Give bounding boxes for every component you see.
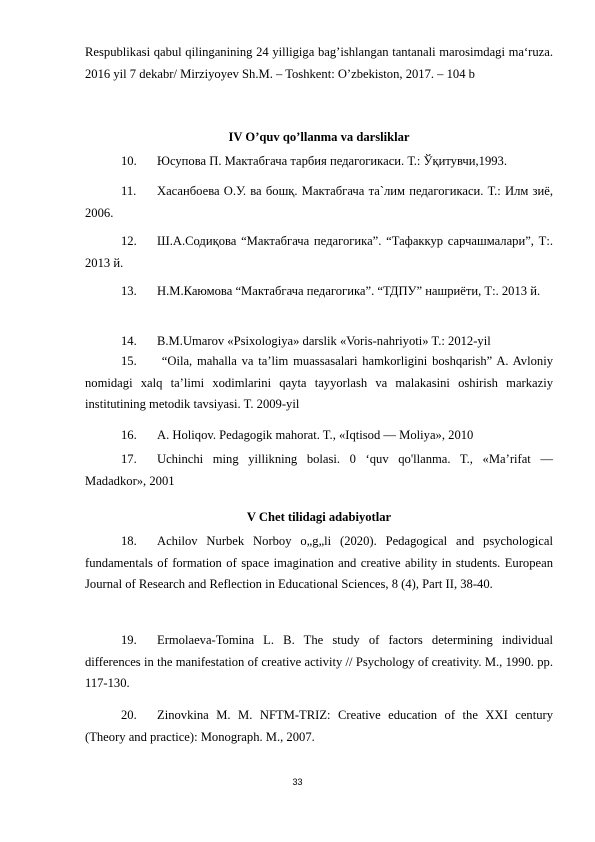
entry-text: Zinovkina M. M. NFTM-TRIZ: Creative education of the XXI century (Theory and practice): Monograph. M., 2007.	[85, 708, 553, 744]
reference-entry-20	[85, 705, 553, 748]
entry-number: 19.	[121, 633, 137, 647]
entry-text: Н.М.Каюмова “Мактабгача педагогика”. “ТДПУ” нашриёти, Т:. 2013 й.	[157, 284, 541, 298]
reference-entry-10	[85, 151, 553, 173]
entry-number: 11.	[121, 184, 137, 198]
entry-number: 13.	[121, 284, 137, 298]
reference-entry-15	[85, 351, 553, 416]
entry-text: A. Holiqov. Pedagogik mahorat. T., «Iqtisod — Moliya», 2010	[157, 428, 474, 442]
reference-entry-11	[85, 181, 553, 224]
entry-text: Хасанбоева О.У. ва бошқ. Мактабгача та`лим педагогикаси. Т.: Илм зиё, 2006.	[85, 184, 553, 220]
entry-text: Ш.А.Содиқова “Мактабгача педагогика”. “Тафаккур сарчашмалари”, Т:. 2013 й.	[85, 234, 553, 270]
entry-number: 18.	[121, 534, 137, 548]
reference-entry-12	[85, 231, 553, 274]
entry-number: 20.	[121, 708, 137, 722]
entry-number: 10.	[121, 154, 137, 168]
reference-entry-13	[85, 281, 553, 303]
section-heading-4: IV O’quv qo’llanma va darsliklar	[228, 130, 410, 144]
reference-entry-17	[85, 449, 553, 492]
entry-number: 12.	[121, 234, 137, 248]
intro-paragraph: Respublikasi qabul qilinganining 24 yilligiga bag’ishlangan tantanali marosimdagi ma‘ruza. 2016 yil 7 dekabr/ Mirziyoyev Sh.M. – Toshkent: O’zbekiston, 2017. – 104 b	[85, 45, 553, 81]
reference-entry-19	[85, 630, 553, 695]
reference-entry-18	[85, 531, 553, 596]
reference-entry-16	[85, 425, 553, 447]
entry-text: Юсупова П. Мактабгача тарбия педагогикаси. Т.: Ўқитувчи,1993.	[157, 154, 507, 168]
entry-text: Achilov Nurbek Norboy o„g„li (2020). Pedagogical and psychological fundamentals of formation of space imagination and creative ability in students. European Journal of Research and Reflection in Educational Sciences, 8 (4), Part II, 38-40.	[85, 534, 553, 592]
reference-entry-14	[85, 331, 553, 353]
entry-text: Ermolaeva-Tomina L. B. The study of factors determining individual differences in the manifestation of creative activity // Psychology of creativity. M., 1990. pp. 117-130.	[85, 633, 553, 691]
page-number: 33	[292, 777, 303, 787]
entry-number: 14.	[121, 334, 137, 348]
section-heading-5: V Chet tilidagi adabiyotlar	[246, 510, 392, 524]
entry-number: 17.	[121, 452, 137, 466]
entry-text: Uchinchi ming yillikning bolasi. 0 ‘quv qo'llanma. T., «Ma’rifat — Madadkor», 2001	[85, 452, 553, 488]
entry-number: 15.	[121, 354, 137, 368]
entry-number: 16.	[121, 428, 137, 442]
entry-text: “Oila, mahalla va ta’lim muassasalari hamkorligini boshqarish” A. Avloniy nomidagi xalq ta’limi xodimlarini qayta tayyorlash va malakasini oshirish markaziy institutining metodik tavsiyasi. T. 2009-yil	[85, 354, 553, 412]
entry-text: B.M.Umarov «Psixologiya» darslik «Voris-nahriyoti» T.: 2012-yil	[157, 334, 491, 348]
